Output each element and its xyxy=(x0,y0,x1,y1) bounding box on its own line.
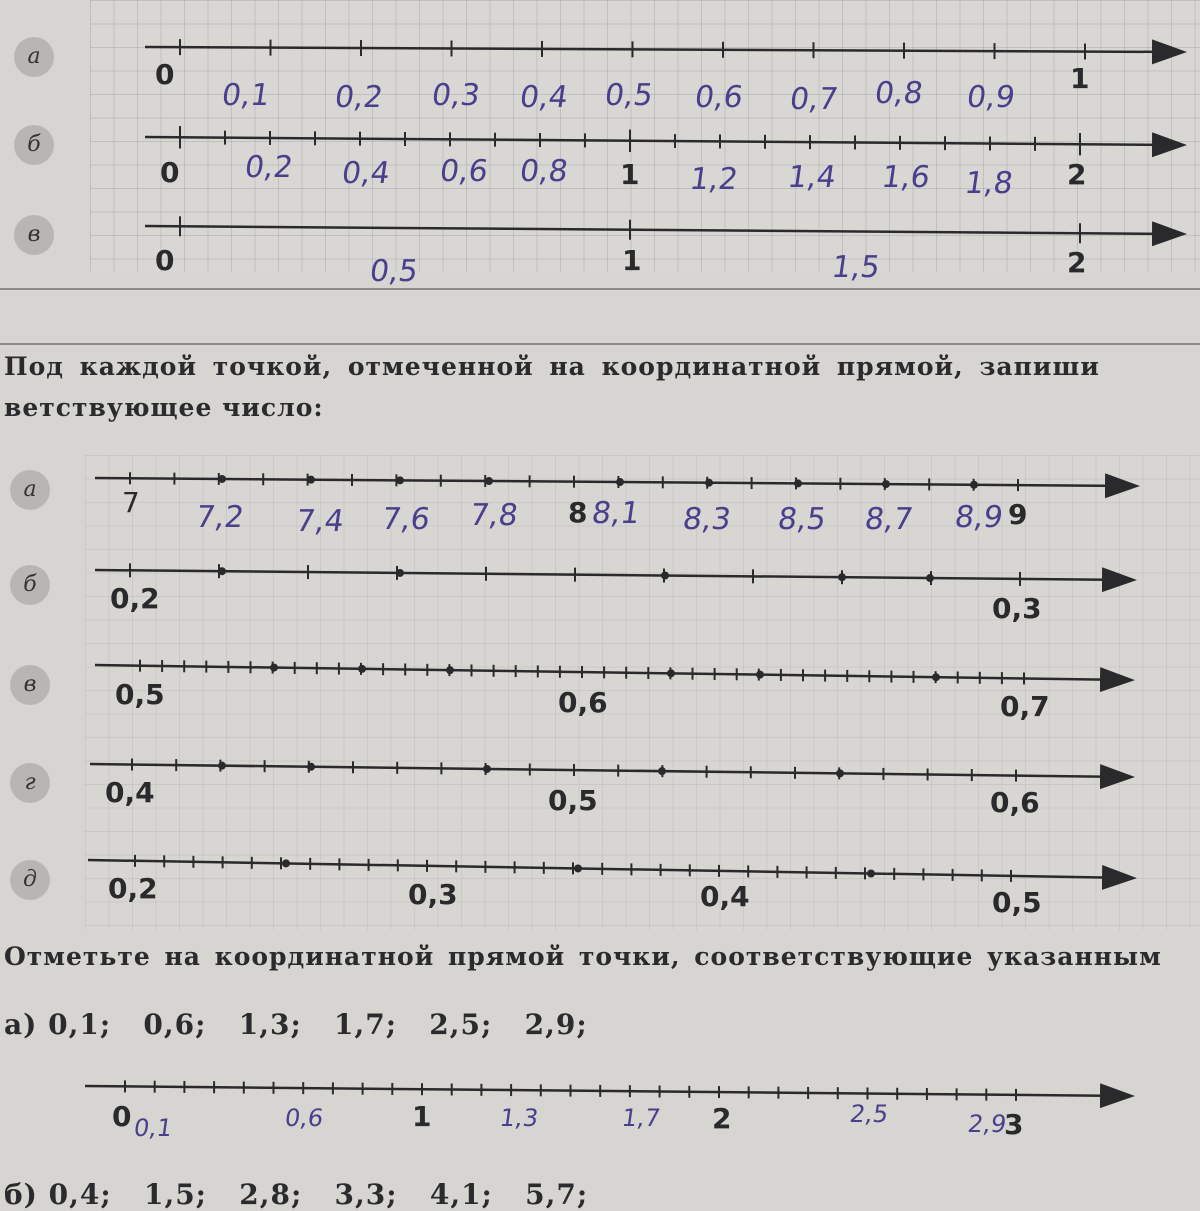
t2-a-marked-point xyxy=(705,479,713,487)
t2-a-marked-point xyxy=(396,476,404,484)
task3-values-b-partial: б) 0,4; 1,5; 2,8; 3,3; 4,1; 5,7; xyxy=(4,1178,589,1211)
top-b-written-8: 1,8 xyxy=(962,166,1016,201)
task3-two: 2 xyxy=(712,1102,732,1135)
task3-one: 1 xyxy=(412,1100,432,1133)
top-a-written-5: 0,5 xyxy=(602,78,656,113)
top-b-written-6: 1,4 xyxy=(785,160,839,195)
top-a-written-4: 0,4 xyxy=(517,80,571,115)
task3-instruction: Отметьте на координатной прямой точки, соответствующие указанным xyxy=(4,942,1162,971)
task3-written-2: 0,6 xyxy=(283,1104,326,1132)
t2-a-marked-point xyxy=(882,480,890,488)
task2-a-seven: 7 xyxy=(122,486,140,519)
task3-written-6: 2,9 xyxy=(966,1110,1009,1138)
task2-instruction-line2: ветствующее число: xyxy=(4,393,324,422)
task2-a-written-6: 8,3 xyxy=(680,502,734,537)
t2-d-marked-point xyxy=(867,870,875,878)
row-label-a-top: а xyxy=(14,37,54,77)
t2-a-marked-point xyxy=(616,478,624,486)
top-a-one: 1 xyxy=(1070,62,1090,95)
top-a-written-3: 0,3 xyxy=(429,78,483,113)
t2-v-marked-point xyxy=(358,665,366,673)
task2-a-written-3: 7,6 xyxy=(379,502,433,537)
top-v-two: 2 xyxy=(1067,246,1087,279)
task2-a-written-7: 8,5 xyxy=(775,502,829,537)
task2-a-written-4: 7,8 xyxy=(467,498,521,533)
task2-a-written-1: 7,2 xyxy=(193,500,247,535)
row-label-d-task2: д xyxy=(10,860,50,900)
t2-g-marked-point xyxy=(658,767,666,775)
task2-v-mid: 0,6 xyxy=(558,686,608,719)
t2-v-marked-point xyxy=(932,673,940,681)
t2-g-marked-point xyxy=(307,763,315,771)
task3-zero: 0 xyxy=(112,1100,132,1133)
row-label-b-top: б xyxy=(14,125,54,165)
top-b-one: 1 xyxy=(620,158,640,191)
t2-b-marked-point xyxy=(218,567,226,575)
t2-a-marked-point xyxy=(218,475,226,483)
top-b-written-2: 0,4 xyxy=(339,156,393,191)
t2-v-marked-point xyxy=(446,666,454,674)
t2-v-marked-point xyxy=(667,669,675,677)
top-a-axis xyxy=(145,47,1182,52)
top-b-zero: 0 xyxy=(160,156,180,189)
t2-b-marked-point xyxy=(838,573,846,581)
task3-values-a: а) 0,1; 0,6; 1,3; 1,7; 2,5; 2,9; xyxy=(4,1008,588,1041)
top-v-written-2: 1,5 xyxy=(829,250,883,285)
task3-three: 3 xyxy=(1004,1108,1024,1141)
task2-v-left: 0,5 xyxy=(115,678,165,711)
top-b-written-3: 0,6 xyxy=(437,154,491,189)
t3-axis xyxy=(85,1086,1130,1096)
task2-g-left: 0,4 xyxy=(105,776,155,809)
top-a-written-6: 0,6 xyxy=(692,80,746,115)
task2-a-eight: 8 xyxy=(568,496,588,529)
t2-a-marked-point xyxy=(794,479,802,487)
top-a-written-8: 0,8 xyxy=(872,76,926,111)
task2-a-written-5: 8,1 xyxy=(589,496,643,531)
t2-g-axis xyxy=(90,764,1130,777)
top-a-written-2: 0,2 xyxy=(332,80,386,115)
top-v-written-1: 0,5 xyxy=(367,254,421,289)
task2-v-right: 0,7 xyxy=(1000,690,1050,723)
t2-v-marked-point xyxy=(756,671,764,679)
task2-d-third: 0,4 xyxy=(700,880,750,913)
task2-g-right: 0,6 xyxy=(990,786,1040,819)
t2-a-marked-point xyxy=(970,481,978,489)
row-label-b-task2: б xyxy=(10,565,50,605)
task2-d-fourth: 0,5 xyxy=(992,886,1042,919)
top-a-written-9: 0,9 xyxy=(964,80,1018,115)
t2-d-marked-point xyxy=(282,859,290,867)
task3-written-5: 2,5 xyxy=(848,1100,891,1128)
t2-b-marked-point xyxy=(926,574,934,582)
row-label-a-task2: а xyxy=(10,470,50,510)
top-v-axis xyxy=(145,226,1182,234)
t2-v-marked-point xyxy=(270,664,278,672)
top-b-written-7: 1,6 xyxy=(879,160,933,195)
task2-a-written-8: 8,7 xyxy=(862,502,916,537)
top-b-written-5: 1,2 xyxy=(687,162,741,197)
top-b-written-1: 0,2 xyxy=(242,150,296,185)
t2-g-marked-point xyxy=(483,765,491,773)
task2-d-first: 0,2 xyxy=(108,872,158,905)
task3-written-1: 0,1 xyxy=(132,1114,175,1142)
row-label-v-task2: в xyxy=(10,665,50,705)
task2-g-mid: 0,5 xyxy=(548,784,598,817)
top-b-axis xyxy=(145,137,1182,145)
top-a-written-1: 0,1 xyxy=(219,78,273,113)
task2-a-nine: 9 xyxy=(1008,498,1028,531)
t2-a-marked-point xyxy=(307,476,315,484)
task3-written-4: 1,7 xyxy=(620,1104,663,1132)
top-v-zero: 0 xyxy=(155,244,175,277)
t2-d-axis xyxy=(88,860,1132,878)
task2-a-written-9: 8,9 xyxy=(952,500,1006,535)
task2-a-written-2: 7,4 xyxy=(293,504,347,539)
top-b-written-4: 0,8 xyxy=(517,154,571,189)
t2-b-marked-point xyxy=(396,569,404,577)
task3-written-3: 1,3 xyxy=(498,1104,541,1132)
top-a-zero: 0 xyxy=(155,58,175,91)
task2-b-right: 0,3 xyxy=(992,592,1042,625)
t2-g-marked-point xyxy=(218,762,226,770)
task2-b-left: 0,2 xyxy=(110,582,160,615)
top-b-two: 2 xyxy=(1067,158,1087,191)
row-label-v-top: в xyxy=(14,215,54,255)
top-a-written-7: 0,7 xyxy=(787,82,841,117)
t2-b-marked-point xyxy=(661,571,669,579)
row-label-g-task2: г xyxy=(10,763,50,803)
top-v-one: 1 xyxy=(622,244,642,277)
t2-a-marked-point xyxy=(485,477,493,485)
task2-d-second: 0,3 xyxy=(408,878,458,911)
task2-instruction-line1: Под каждой точкой, отмеченной на координатной прямой, запиши xyxy=(4,352,1100,381)
t2-a-axis xyxy=(95,478,1135,486)
t2-b-axis xyxy=(95,570,1132,580)
t2-d-marked-point xyxy=(574,864,582,872)
t2-g-marked-point xyxy=(836,769,844,777)
